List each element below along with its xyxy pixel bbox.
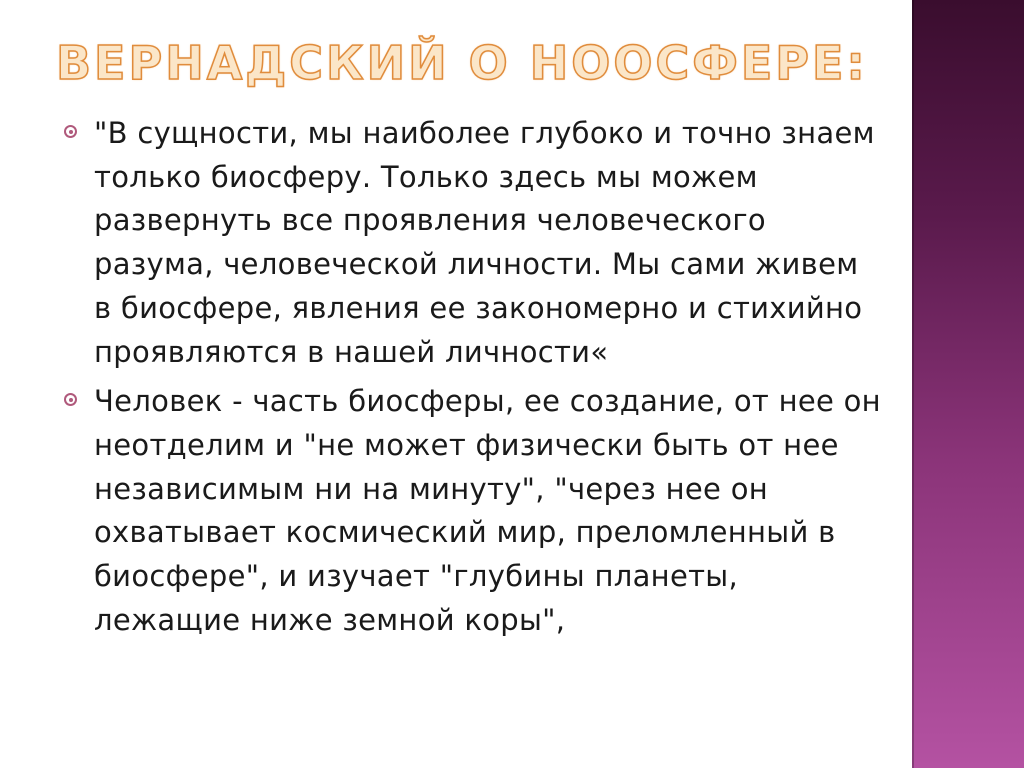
circle-bullet-icon <box>64 393 77 406</box>
slide-title: ВЕРНАДСКИЙ О НООСФЕРЕ: <box>56 36 868 90</box>
bullet-list <box>62 112 882 648</box>
bullet-text: "В сущности, мы наиболее глубоко и точно знаем только биосферу. Только здесь мы можем развернуть все проявления человеческого разума, человеческой личности. Мы сами живем в биосфере, явления ее закономерно и стихийно проявляются в нашей личности« <box>94 116 875 369</box>
bullet-text: Человек - часть биосферы, ее создание, от нее он неотделим и "не может физически быть от нее независимым ни на минуту", "через нее он охватывает космический мир, преломленный в биосфере", и изучает "глубины планеты, лежащие ниже земной коры", <box>94 384 881 637</box>
bullet-item-human <box>62 380 882 642</box>
decorative-side-band <box>912 0 1024 768</box>
bullet-item-quote <box>62 112 882 374</box>
circle-bullet-icon <box>64 125 77 138</box>
